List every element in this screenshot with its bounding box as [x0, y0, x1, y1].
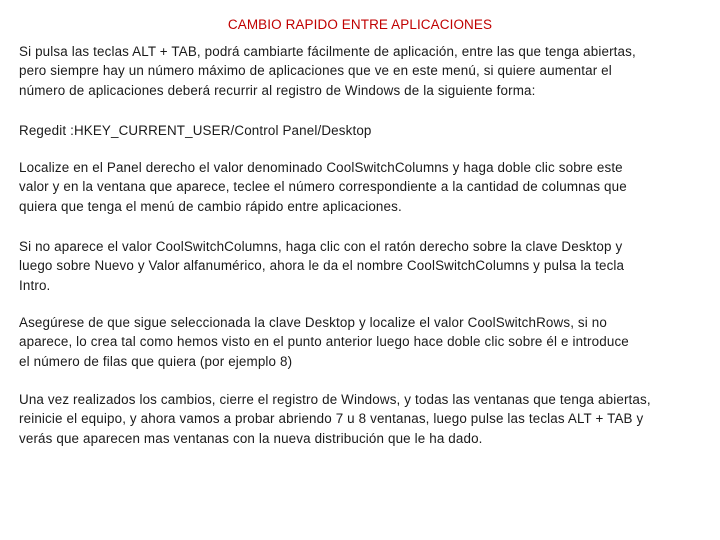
text-line: valor y en la ventana que aparece, teclee el número correspondiente a la cantidad de columnas que [19, 179, 627, 195]
paragraph-intro [19, 42, 703, 100]
text-line: Localize en el Panel derecho el valor denominado CoolSwitchColumns y haga doble clic sobre este [19, 160, 623, 175]
text-line: luego sobre Nuevo y Valor alfanumérico, ahora le da el nombre CoolSwitchColumns y pulsa la tecla [19, 258, 625, 274]
text-line: Si no aparece el valor CoolSwitchColumns, haga clic con el ratón derecho sobre la clave Desktop y [19, 239, 623, 254]
text-line: Intro. [19, 277, 51, 293]
paragraph-registry-path [19, 121, 703, 140]
text-line: Regedit :HKEY_CURRENT_USER/Control Panel/Desktop [19, 123, 372, 138]
paragraph-create-columns-value [19, 237, 703, 295]
text-line: verás que aparecen mas ventanas con la nueva distribución que le ha dado. [19, 430, 483, 446]
paragraph-rows-value [19, 313, 703, 371]
paragraph-columns-value [19, 158, 703, 216]
text-line: reinicie el equipo, y ahora vamos a probar abriendo 7 u 8 ventanas, luego pulse las teclas ALT + TAB y [19, 411, 644, 427]
text-line: número de aplicaciones deberá recurrir al registro de Windows de la siguiente forma: [19, 82, 536, 98]
document-title: CAMBIO RAPIDO ENTRE APLICACIONES [227, 17, 493, 32]
paragraph-restart [19, 390, 703, 448]
text-line: pero siempre hay un número máximo de aplicaciones que ve en este menú, si quiere aumentar el [19, 63, 612, 79]
text-line: Si pulsa las teclas ALT + TAB, podrá cambiarte fácilmente de aplicación, entre las que tenga abiertas, [19, 44, 636, 59]
text-line: quiera que tenga el menú de cambio rápido entre aplicaciones. [19, 198, 402, 214]
text-line: Asegúrese de que sigue seleccionada la clave Desktop y localize el valor CoolSwitchRows, si no [19, 315, 607, 330]
text-line: el número de filas que quiera (por ejemplo 8) [19, 353, 293, 369]
text-line: aparece, lo crea tal como hemos visto en el punto anterior luego hace doble clic sobre él e introduce [19, 334, 629, 350]
text-line: Una vez realizados los cambios, cierre el registro de Windows, y todas las ventanas que tenga abiertas, [19, 392, 651, 407]
